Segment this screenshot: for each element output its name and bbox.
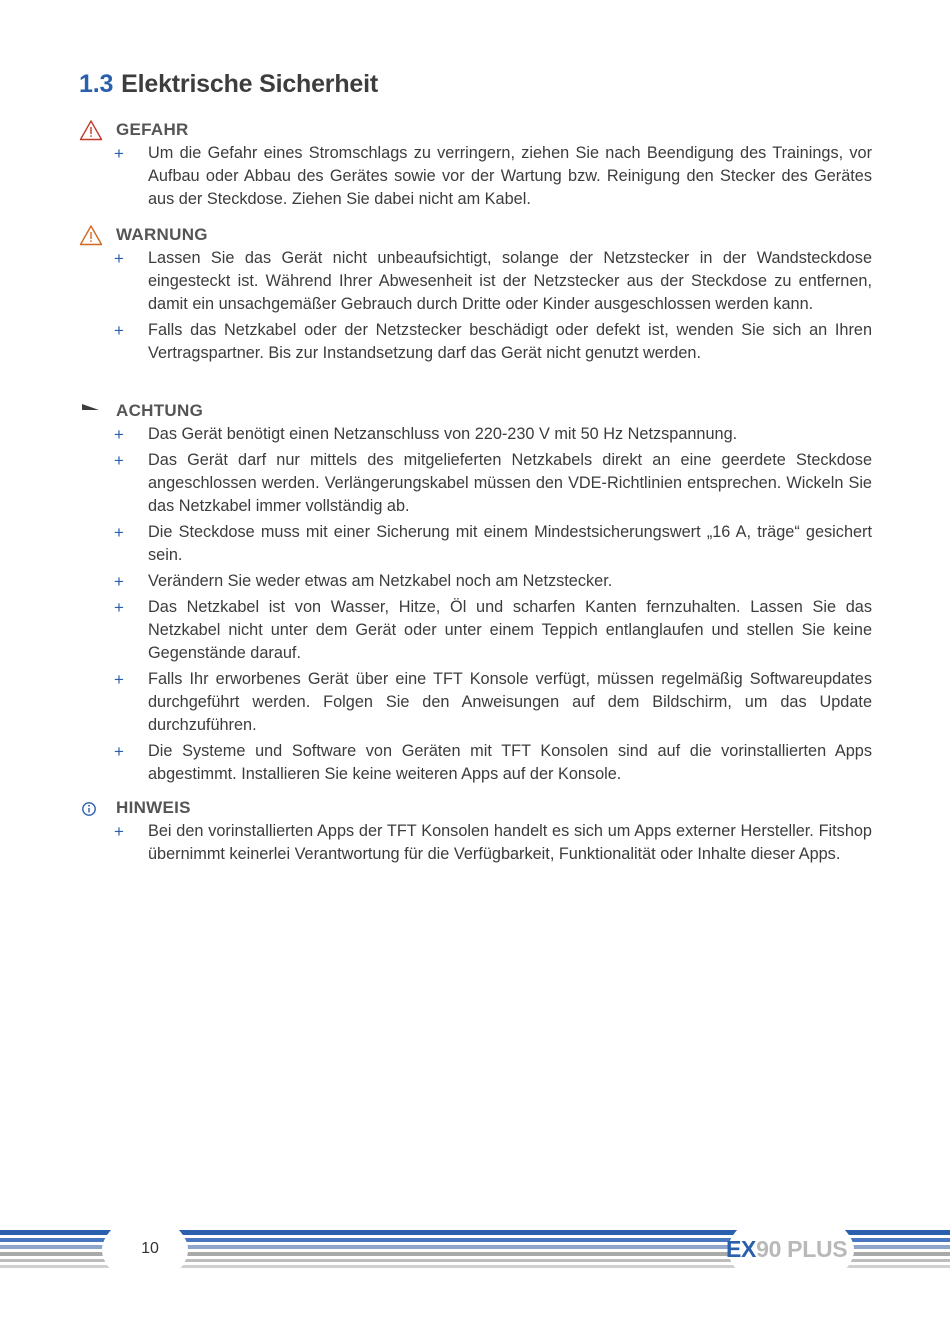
list-item: + Das Netzkabel ist von Wasser, Hitze, Öl und scharfen Kanten fernzuhalten. Lassen Sie das Netzkabel nicht unter dem Gerät oder unter einem Teppich entlanglaufen und stellen Sie keine Gegenstände darauf. bbox=[114, 598, 872, 662]
danger-label: GEFAHR bbox=[116, 120, 189, 139]
plus-icon: + bbox=[114, 572, 124, 591]
plus-icon: + bbox=[114, 670, 124, 689]
stripes-middle bbox=[170, 1230, 750, 1268]
danger-list bbox=[79, 142, 872, 211]
section-notice bbox=[79, 797, 872, 869]
warning-label: WARNUNG bbox=[116, 225, 208, 244]
list-item: + Lassen Sie das Gerät nicht unbeaufsichtigt, solange der Netzstecker in der Wandsteckdose eingesteckt ist. Während Ihrer Abwesenheit ist der Netzstecker aus der Steckdose zu entfernen, damit ein unsachgemäßer Gebrauch durch Dritte oder Kinder ausgeschlossen werden kann. bbox=[114, 249, 872, 313]
flag-icon bbox=[79, 400, 103, 422]
warning-triangle-icon bbox=[79, 224, 103, 246]
brand-model: 90 PLUS bbox=[756, 1236, 848, 1262]
notice-label: HINWEIS bbox=[116, 798, 191, 817]
plus-icon: + bbox=[114, 822, 124, 841]
section-danger bbox=[79, 119, 872, 214]
list-item: + Falls das Netzkabel oder der Netzstecker beschädigt oder defekt ist, wenden Sie sich an Ihren Vertragspartner. Bis zur Instandsetzung darf das Gerät nicht genutzt werden. bbox=[114, 321, 872, 362]
plus-icon: + bbox=[114, 451, 124, 470]
plus-icon: + bbox=[114, 523, 124, 542]
list-item: + Bei den vorinstallierten Apps der TFT Konsolen handelt es sich um Apps externer Hersteller. Fitshop übernimmt keinerlei Verantwortung für die Verfügbarkeit, Funktionalität oder Inhalte dieser Apps. bbox=[114, 822, 872, 863]
info-circle-icon bbox=[79, 797, 103, 819]
section-title: Elektrische Sicherheit bbox=[121, 70, 378, 98]
plus-icon: + bbox=[114, 598, 124, 617]
list-item: + Um die Gefahr eines Stromschlags zu verringern, ziehen Sie nach Beendigung des Trainings, vor Aufbau oder Abbau des Gerätes sowie vor der Wartung bzw. Reinigung den Stecker des Gerätes aus der Steckdose. Ziehen Sie dabei nicht am Kabel. bbox=[114, 144, 872, 208]
page-title bbox=[79, 70, 378, 99]
list-item: + Verändern Sie weder etwas am Netzkabel noch am Netzstecker. bbox=[114, 572, 613, 591]
brand-ex: EX bbox=[726, 1236, 757, 1262]
list-item: + Die Systeme und Software von Geräten mit TFT Konsolen sind auf die vorinstallierten Apps abgestimmt. Installieren Sie keine weiteren Apps auf der Konsole. bbox=[114, 742, 872, 783]
list-item: + Das Gerät benötigt einen Netzanschluss von 220-230 V mit 50 Hz Netzspannung. bbox=[114, 425, 738, 444]
attention-label: ACHTUNG bbox=[116, 401, 204, 420]
page-footer bbox=[0, 1228, 950, 1274]
plus-icon: + bbox=[114, 321, 124, 340]
section-warning bbox=[79, 224, 872, 368]
section-attention bbox=[79, 400, 872, 789]
attention-list bbox=[79, 423, 872, 786]
warning-list bbox=[79, 247, 872, 365]
plus-icon: + bbox=[114, 144, 124, 163]
list-item: + Falls Ihr erworbenes Gerät über eine TFT Konsole verfügt, müssen regelmäßig Softwareupdates durchgeführt werden. Folgen Sie den Anweisungen auf dem Bildschirm, um das Update durchzuführen. bbox=[114, 670, 872, 734]
page-number: 10 bbox=[141, 1240, 159, 1257]
list-item: + Das Gerät darf nur mittels des mitgelieferten Netzkabels direkt an eine geerdete Steckdose angeschlossen werden. Verlängerungskabel müssen den VDE-Richtlinien entsprechen. Wickeln Sie das Netzkabel immer vollständig ab. bbox=[114, 451, 872, 515]
section-number: 1.3 bbox=[79, 70, 114, 98]
notice-list bbox=[79, 820, 872, 866]
plus-icon: + bbox=[114, 425, 124, 444]
plus-icon: + bbox=[114, 742, 124, 761]
brand-logo bbox=[726, 1236, 847, 1263]
plus-icon: + bbox=[114, 249, 124, 268]
list-item: + Die Steckdose muss mit einer Sicherung mit einem Mindestsicherungswert „16 A, träge“ gesichert sein. bbox=[114, 523, 872, 564]
warning-triangle-icon bbox=[79, 119, 103, 141]
